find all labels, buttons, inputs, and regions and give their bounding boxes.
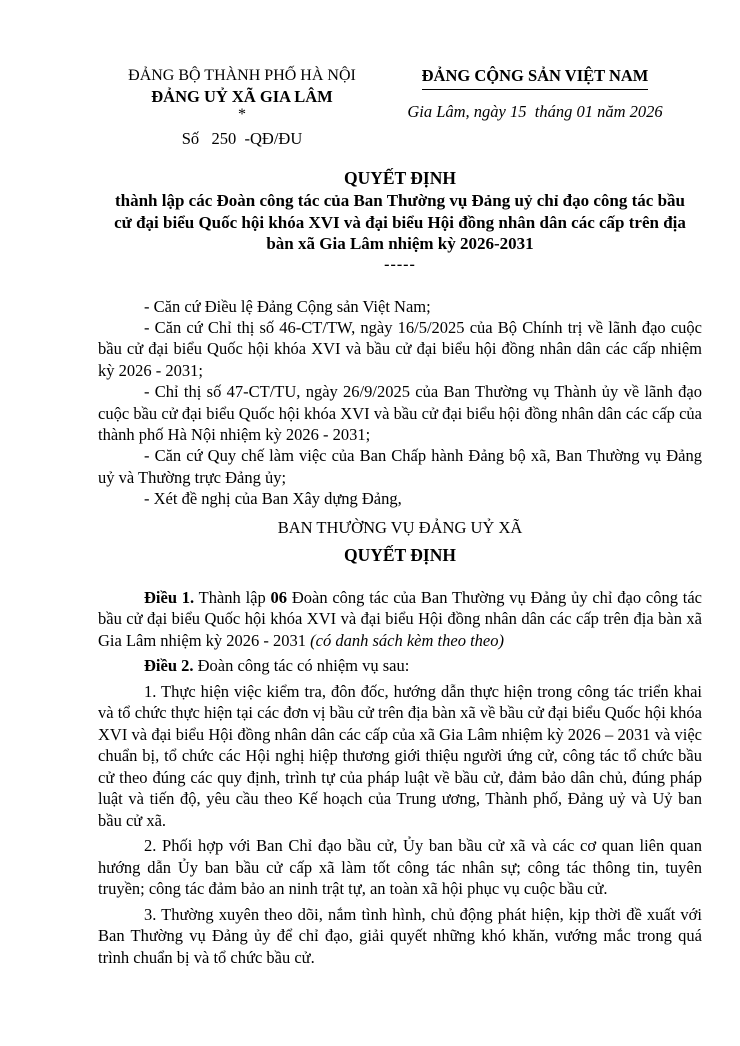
preamble-paragraph: - Căn cứ Quy chế làm việc của Ban Chấp hành Đảng bộ xã, Ban Thường vụ Đảng uỷ và Thường trực Đảng ủy; <box>98 446 702 487</box>
document-number: Số 250 -QĐ/ĐU <box>181 129 303 148</box>
article-1-text: Thành lập <box>194 587 271 607</box>
preamble-paragraph: - Chỉ thị số 47-CT/TU, ngày 26/9/2025 của Ban Thường vụ Thành ủy về lãnh đạo cuộc bầu cử đại biểu Quốc hội khóa XVI và bầu cử đại biểu hội đồng nhân dân các cấp của thành phố Hà Nội nhiệm kỳ 2026 - 2031; <box>98 382 702 444</box>
title-block <box>98 167 702 273</box>
article-1 <box>98 587 702 652</box>
articles-section <box>98 587 702 969</box>
decides-word: QUYẾT ĐỊNH <box>344 544 456 565</box>
preamble-paragraph: - Căn cứ Điều lệ Đảng Cộng sản Việt Nam; <box>144 296 431 316</box>
issuing-authority-line: BAN THƯỜNG VỤ ĐẢNG UỶ XÃ <box>277 517 523 537</box>
preamble-paragraph: - Căn cứ Chỉ thị số 46-CT/TW, ngày 16/5/2025 của Bộ Chính trị về lãnh đạo cuộc bầu cử đại biểu Quốc hội khóa XVI và bầu cử đại biểu hội đồng nhân dân các cấp nhiệm kỳ 2026 - 2031; <box>98 317 702 380</box>
decision-subtitle: thành lập các Đoàn công tác của Ban Thường vụ Đảng uỷ chỉ đạo công tác bầu cử đại biểu Quốc hội khóa XVI và đại biểu Hội đồng nhân dân các cấp trên địa bàn xã Gia Lâm nhiệm kỳ 2026-2031 <box>114 191 686 253</box>
article-1-label: Điều 1. <box>144 587 195 607</box>
star-separator: * <box>238 106 246 123</box>
task-paragraph-2: 2. Phối hợp với Ban Chỉ đạo bầu cử, Ủy ban bầu cử xã và các cơ quan liên quan hướng dẫn Ủy ban bầu cử cấp xã làm tốt công tác nhân sự; công tác thông tin, tuyên truyền; công tác đảm bảo an ninh trật tự, an toàn xã hội phục vụ cuộc bầu cử. <box>98 836 702 899</box>
article-2-label: Điều 2. <box>144 656 194 676</box>
party-motto: ĐẢNG CỘNG SẢN VIỆT NAM <box>422 66 649 90</box>
document-header <box>98 66 702 154</box>
article-2-heading <box>98 655 702 677</box>
place-date-line: Gia Lâm, ngày 15 tháng 01 năm 2026 <box>407 102 663 121</box>
title-separator: ----- <box>384 255 416 273</box>
issuing-org-block <box>114 66 370 149</box>
article-1-note: (có danh sách kèm theo theo) <box>310 630 504 650</box>
org-name-line: ĐẢNG UỶ XÃ GIA LÂM <box>151 87 333 106</box>
article-1-body: Đoàn công tác của Ban Thường vụ Đảng ủy chỉ đạo công tác bầu cử đại biểu Quốc hội khóa XVI và đại biểu Hội đồng nhân dân các cấp trên địa bàn xã Gia Lâm nhiệm kỳ 2026 - 2031 <box>98 587 703 650</box>
decision-title: QUYẾT ĐỊNH <box>344 168 456 188</box>
article-2-text: Đoàn công tác có nhiệm vụ sau: <box>193 656 410 676</box>
article-1-count: 06 <box>270 587 288 607</box>
task-paragraph-1: 1. Thực hiện việc kiểm tra, đôn đốc, hướng dẫn thực hiện trong công tác triển khai và tổ chức thực hiện tại các đơn vị bầu cử trên địa bàn xã về bầu cử đại biểu Quốc hội khóa XVI và đại biểu Hội đồng nhân dân các cấp của xã Gia Lâm nhiệm kỳ 2026 – 2031 và việc chuẩn bị, tổ chức các Hội nghị hiệp thương giới thiệu người ứng cử, công tác tổ chức bầu cử theo đúng các quy định, trình tự của pháp luật về bầu cử, đảm bảo dân chủ, đúng pháp luật và tiến độ, yêu cầu theo Kế hoạch của Trung ương, Thành phố, Đảng uỷ và Uỷ ban bầu cử xã. <box>98 681 702 830</box>
national-header-block <box>390 66 680 122</box>
preamble-paragraph: - Xét đề nghị của Ban Xây dựng Đảng, <box>144 489 402 509</box>
preamble-section <box>98 296 702 510</box>
org-parent-line: ĐẢNG BỘ THÀNH PHỐ HÀ NỘI <box>128 67 356 84</box>
task-paragraph-3: 3. Thường xuyên theo dõi, nắm tình hình, chủ động phát hiện, kịp thời đề xuất với Ban Thường vụ Đảng ủy để chỉ đạo, giải quyết những khó khăn, vướng mắc trong quá trình chuẩn bị và tổ chức bầu cử. <box>98 904 702 967</box>
issuing-authority-block <box>98 517 702 566</box>
